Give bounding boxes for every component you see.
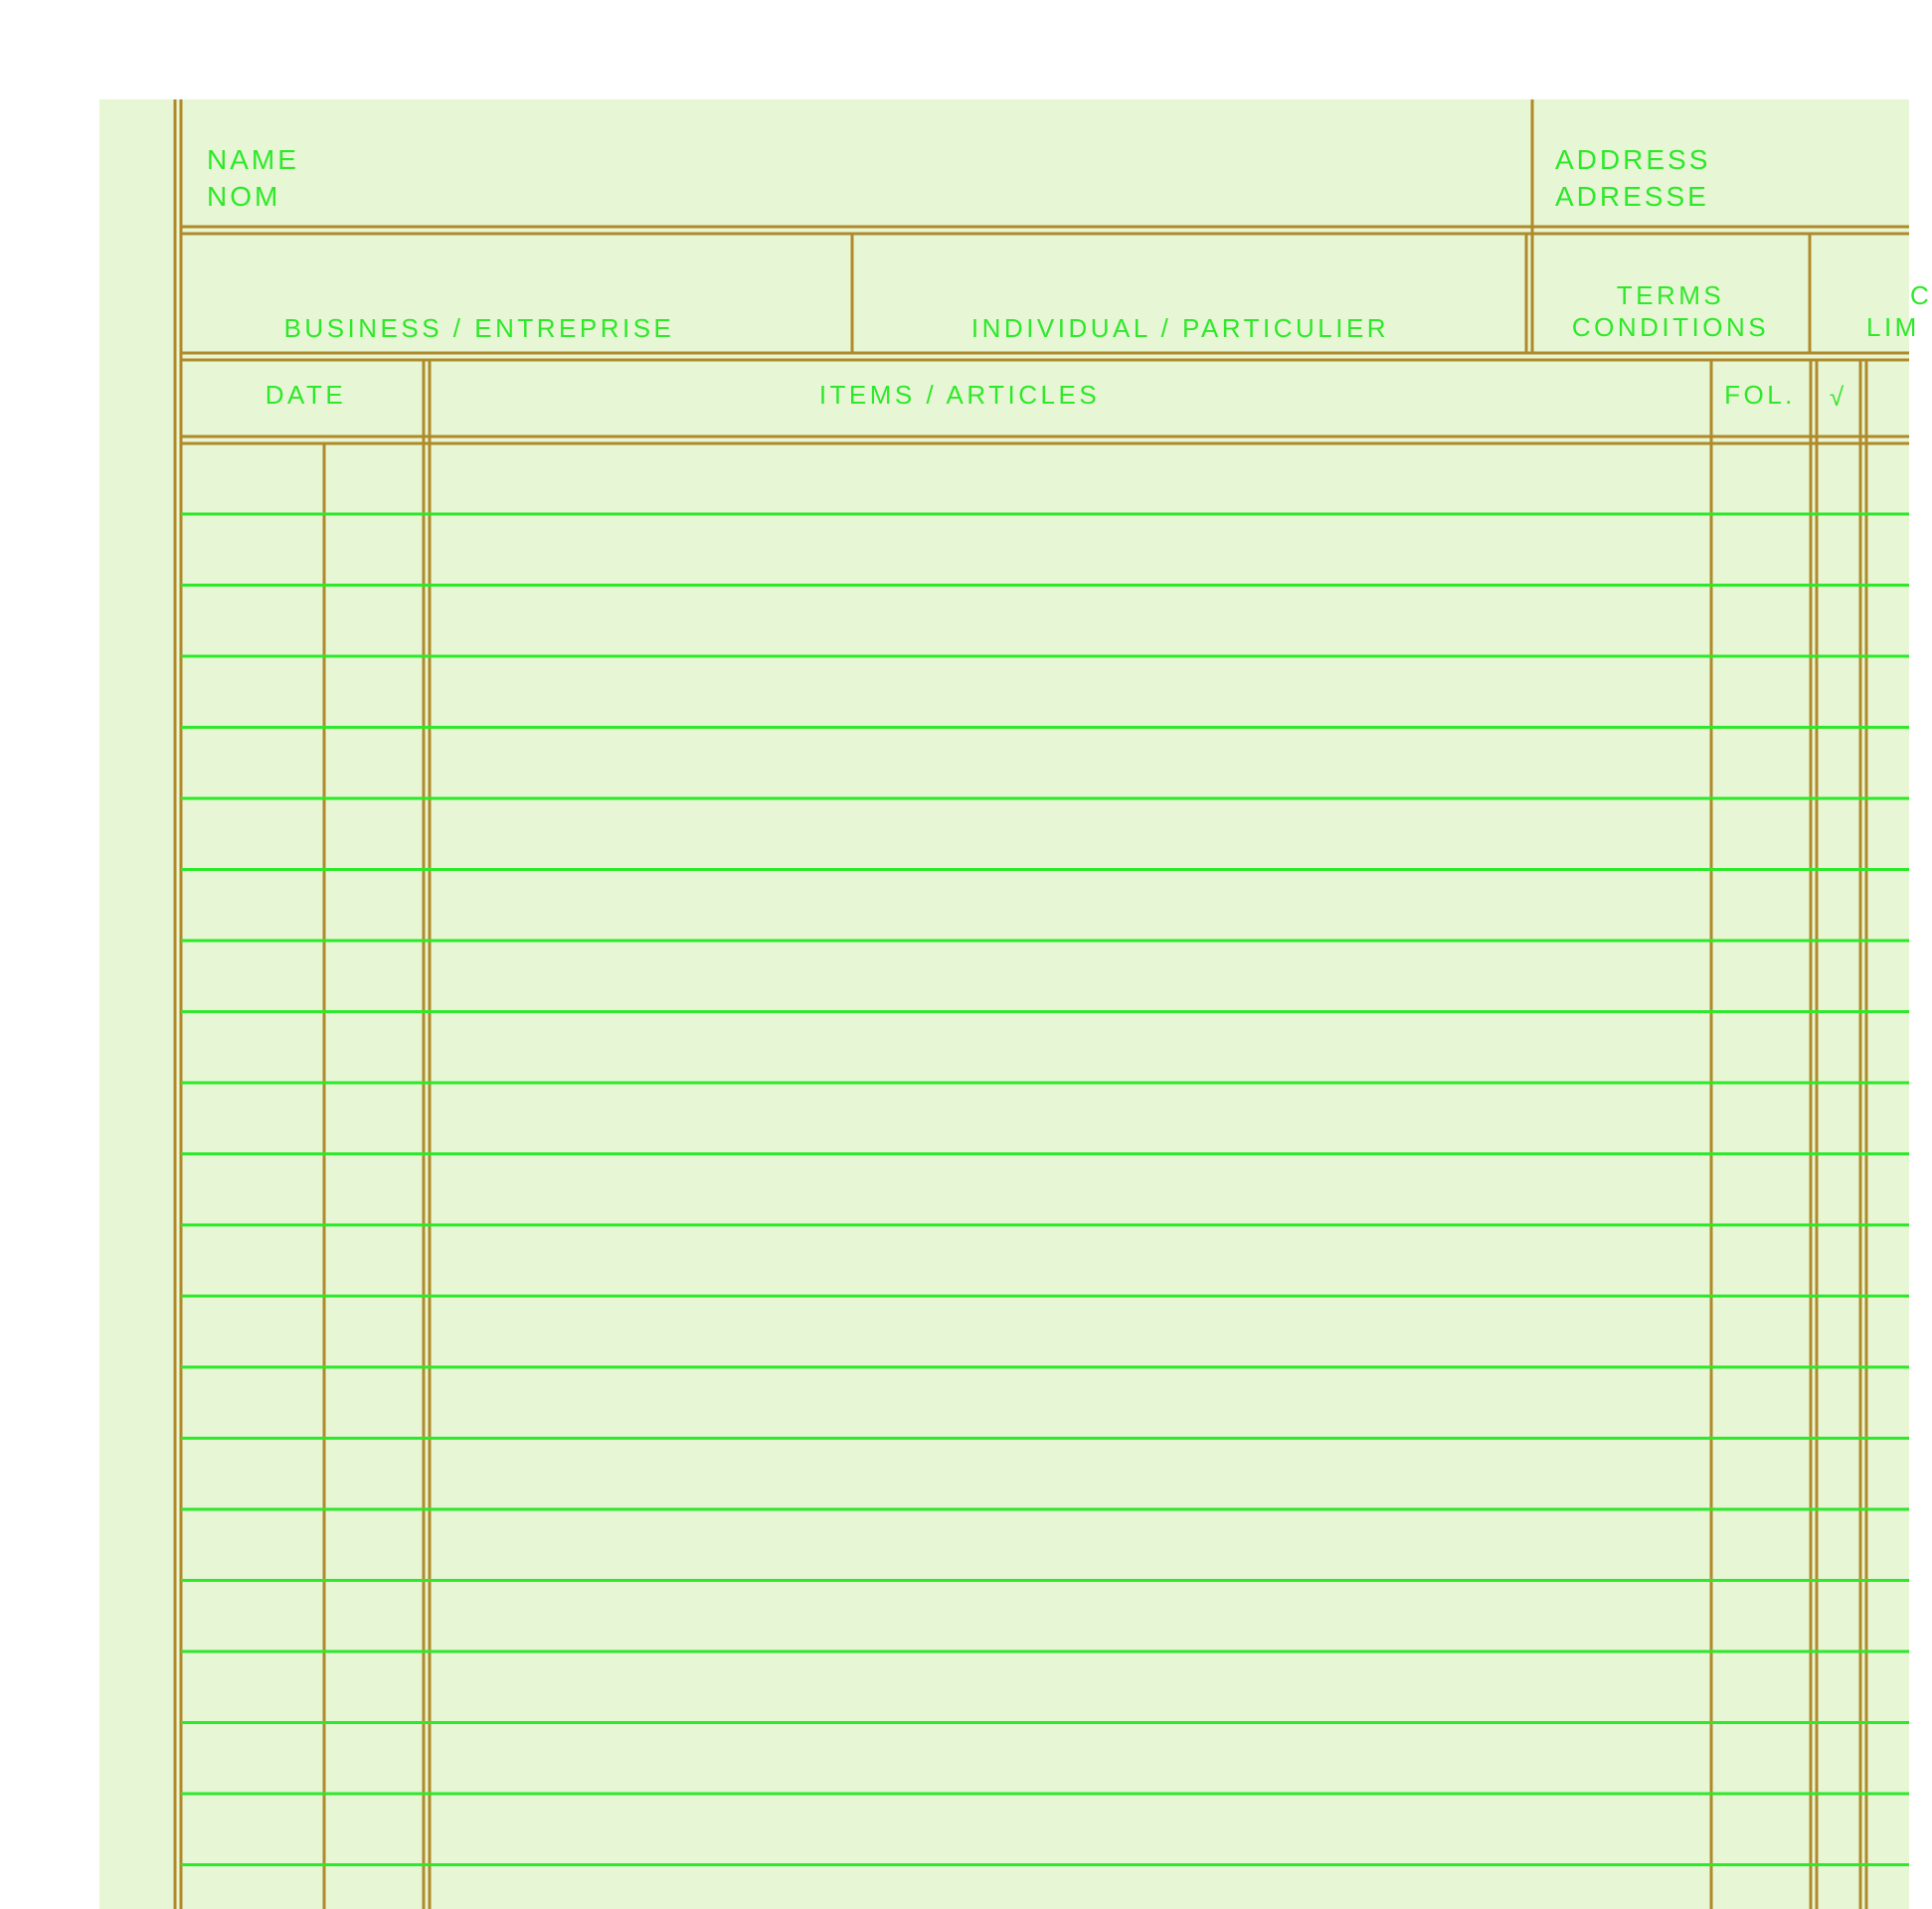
items-column-header: ITEMS / ARTICLES xyxy=(818,380,1101,410)
limit-label-fr: LIM xyxy=(1866,312,1920,342)
name-label xyxy=(207,141,299,215)
name-label-fr: NOM xyxy=(207,181,281,212)
terms-label xyxy=(1534,279,1807,343)
limit-label-en: C xyxy=(1910,280,1932,310)
address-label-fr: ADRESSE xyxy=(1555,181,1709,212)
address-label-en: ADDRESS xyxy=(1555,144,1711,175)
ruling-grid xyxy=(99,99,1909,1909)
address-label xyxy=(1555,141,1710,215)
business-label: BUSINESS / ENTREPRISE xyxy=(283,313,675,343)
limit-label xyxy=(1866,279,1932,343)
terms-label-en: TERMS xyxy=(1616,280,1725,310)
ledger-page xyxy=(99,99,1932,1909)
check-column-header: √ xyxy=(1829,382,1844,412)
terms-label-fr: CONDITIONS xyxy=(1571,312,1770,342)
individual-label: INDIVIDUAL / PARTICULIER xyxy=(970,313,1390,343)
folio-column-header: FOL. xyxy=(1724,380,1796,410)
name-label-en: NAME xyxy=(207,144,299,175)
date-column-header: DATE xyxy=(264,380,347,410)
